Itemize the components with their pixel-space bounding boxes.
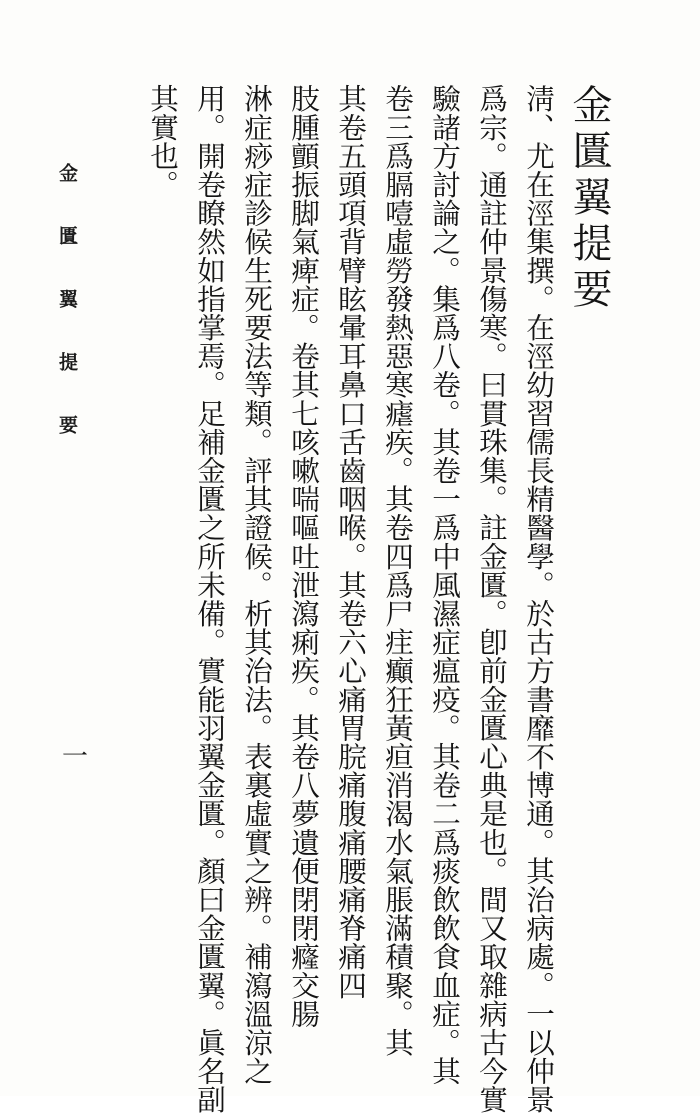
text-block bbox=[142, 84, 560, 1114]
text-column: 其實也。 bbox=[146, 84, 180, 199]
page-number: 一 bbox=[62, 742, 89, 772]
margin-title: 金匱翼提要 bbox=[56, 163, 78, 478]
text-column: 卷三爲膈噎虛勞發熱惡寒瘧疾。其卷四爲尸疰癲狂黃疸消渴水氣脹滿積聚。其 bbox=[381, 84, 415, 1057]
document-title: 金匱翼提要 bbox=[566, 84, 612, 314]
text-column: 肢腫顫振脚氣痺症。卷其七咳嗽喘嘔吐泄瀉痢疾。其卷八夢遺便閉閉癃交腸 bbox=[287, 84, 321, 1028]
text-column: 用。開卷瞭然如指掌焉。足補金匱之所未備。實能羽翼金匱。顏曰金匱翼。眞名副 bbox=[193, 84, 227, 1114]
text-column: 其卷五頭項背臂眩暈耳鼻口舌齒咽喉。其卷六心痛胃脘痛腹痛腰痛脊痛四 bbox=[334, 84, 368, 1000]
text-column: 驗諸方討論之。集爲八卷。其卷一爲中風濕症瘟疫。其卷二爲痰飲飲食血症。其 bbox=[428, 84, 462, 1085]
text-column: 爲宗。通註仲景傷寒。曰貫珠集。註金匱。卽前金匱心典是也。間又取雜病古今實 bbox=[475, 84, 509, 1114]
text-column: 淋症痧症診候生死要法等類。評其證候。析其治法。表裏虛實之辨。補瀉溫涼之 bbox=[240, 84, 274, 1085]
text-column: 淸、尤在涇集撰。在涇幼習儒長精醫學。於古方書靡不博通。其治病處。一以仲景 bbox=[522, 84, 556, 1114]
